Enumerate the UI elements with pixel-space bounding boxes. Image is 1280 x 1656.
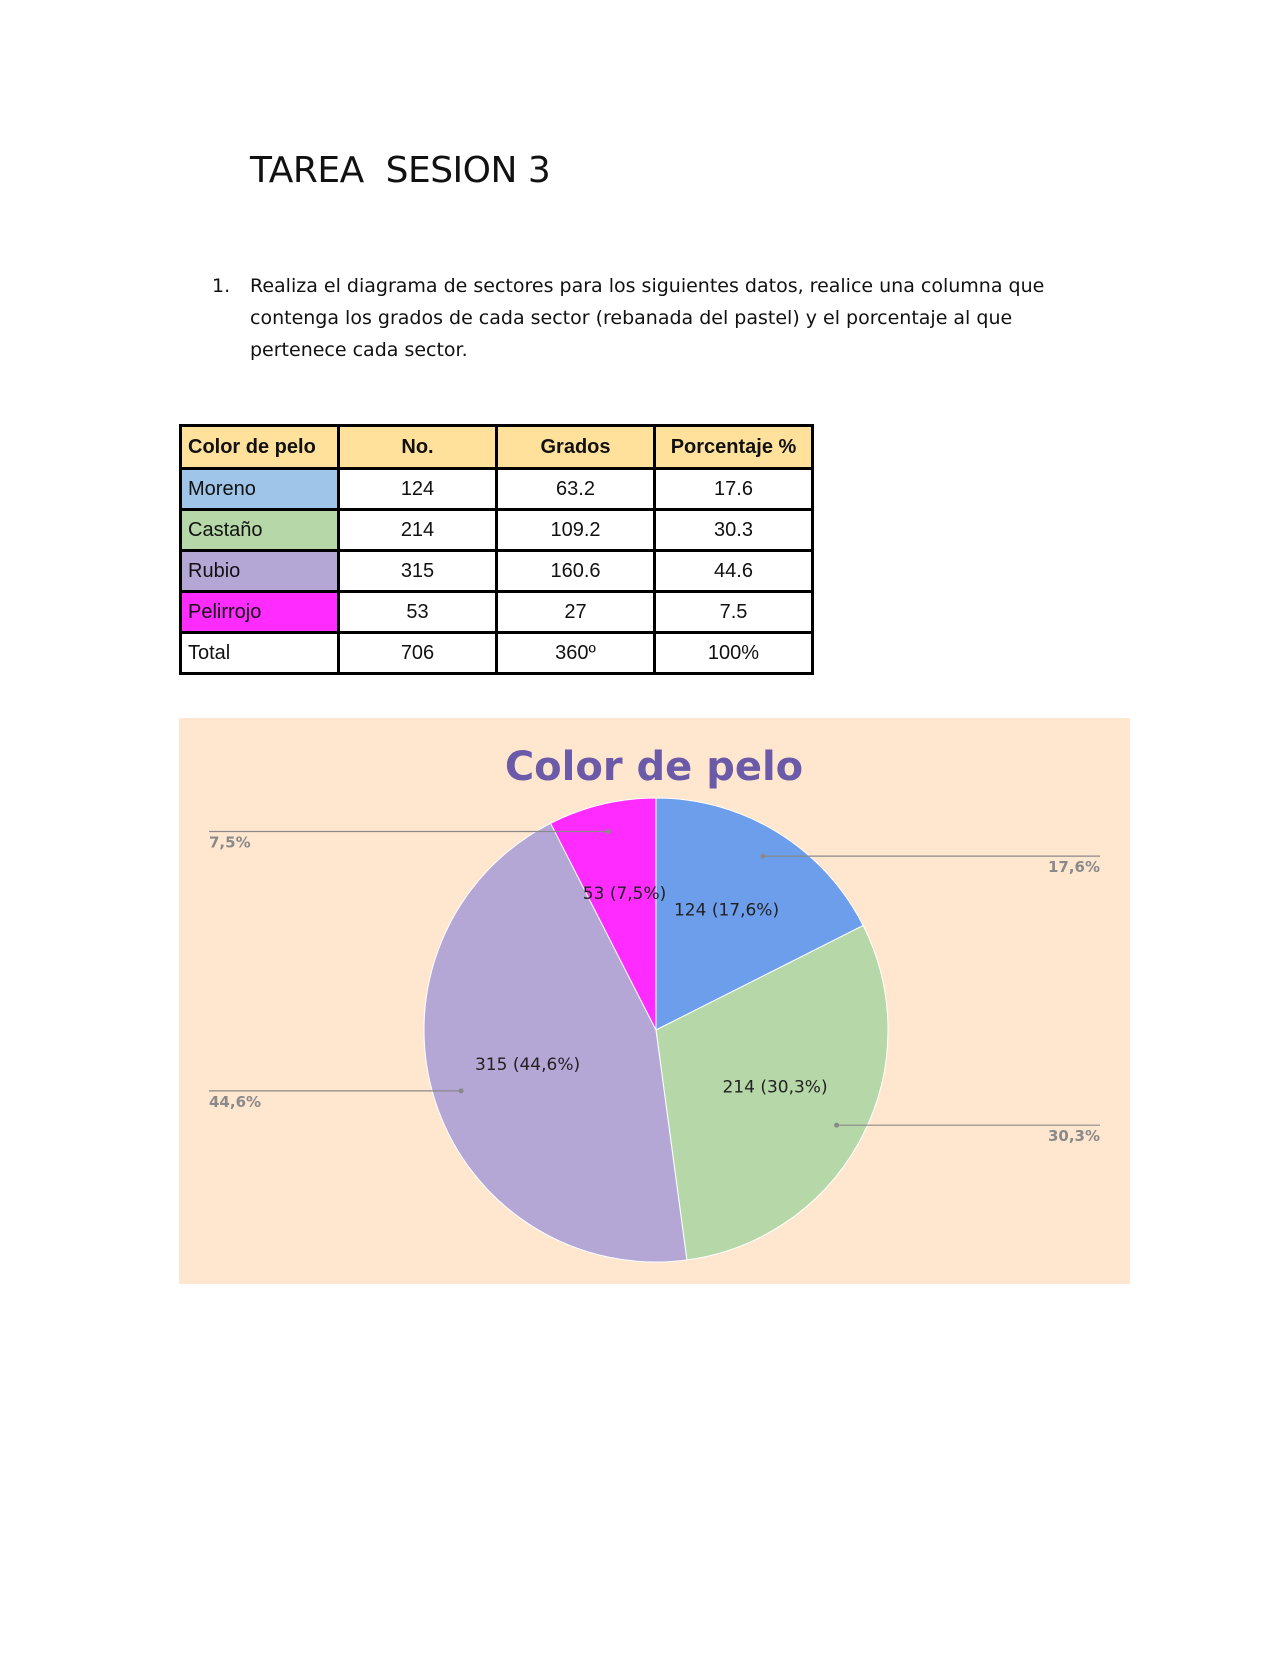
table-row [181,551,813,592]
pie-percent-label: 30,3% [1047,1127,1100,1146]
total-grados: 360º [497,633,655,674]
pie-leader-dot [459,1088,464,1093]
row-no: 214 [339,510,497,551]
table-total-row [181,633,813,674]
row-porcentaje: 7.5 [655,592,813,633]
document-title: TAREA SESION 3 [250,150,551,191]
pie-data-label: 315 (44,6%) [474,1055,581,1076]
task-instruction [212,270,1092,366]
pie-data-label: 214 (30,3%) [722,1077,828,1098]
pie-percent-label: 44,6% [209,1092,262,1111]
header-color-de-pelo: Color de pelo [181,426,339,469]
header-porcentaje: Porcentaje % [655,426,813,469]
pie-leader-dot [834,1123,839,1128]
pie-data-label: 53 (7,5%) [582,884,667,905]
pie-chart [179,718,1130,1284]
row-category: Pelirrojo [181,592,339,633]
row-no: 124 [339,469,497,510]
total-porcentaje: 100% [655,633,813,674]
pie-data-label: 124 (17,6%) [673,900,780,921]
table-row [181,469,813,510]
pie-leader-dot [761,854,766,859]
table-row [181,510,813,551]
row-category: Castaño [181,510,339,551]
table-header-row [181,426,813,469]
row-category: Rubio [181,551,339,592]
row-grados: 160.6 [497,551,655,592]
hair-color-table [179,424,814,675]
row-no: 315 [339,551,497,592]
pie-percent-label: 7,5% [209,833,251,852]
row-category: Moreno [181,469,339,510]
row-grados: 27 [497,592,655,633]
pie-chart-panel [179,718,1130,1284]
row-porcentaje: 17.6 [655,469,813,510]
pie-percent-label: 17,6% [1047,858,1100,877]
pie-leader-dot [606,829,611,834]
total-label: Total [181,633,339,674]
row-porcentaje: 30.3 [655,510,813,551]
chart-title: Color de pelo [504,744,804,790]
task-number: 1. [212,275,231,297]
row-porcentaje: 44.6 [655,551,813,592]
total-no: 706 [339,633,497,674]
header-no: No. [339,426,497,469]
row-grados: 109.2 [497,510,655,551]
row-no: 53 [339,592,497,633]
task-text: Realiza el diagrama de sectores para los siguientes datos, realice una columna que contenga los grados de cada sector (rebanada del pastel) y el porcentaje al que pertenece cada sector. [250,275,1045,361]
table-row [181,592,813,633]
row-grados: 63.2 [497,469,655,510]
header-grados: Grados [497,426,655,469]
